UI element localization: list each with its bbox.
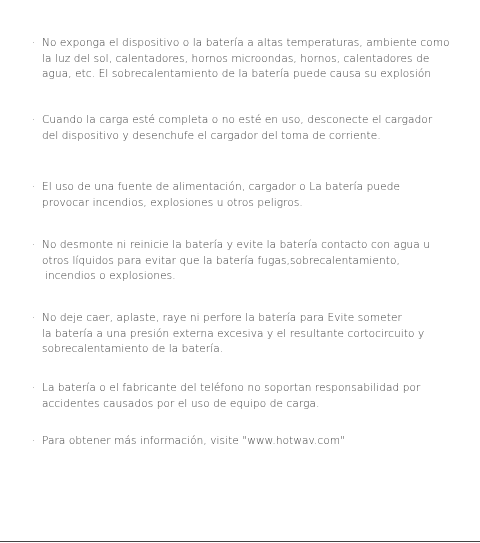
item-line: sobrecalentamiento de la batería. (42, 343, 224, 355)
safety-item-more-info (32, 434, 452, 450)
safety-item-unplug-charger (32, 113, 452, 144)
item-line: del dispositivo y desenchufe el cargador del toma de corriente. (42, 129, 381, 142)
bullet-mark: · (32, 114, 36, 126)
item-line: la batería a una presión externa excesiva y el resultante cortocircuito y (42, 327, 425, 340)
safety-item-power-source (32, 180, 452, 211)
item-line: Para obtener más información, visite "www.hotwav.com" (42, 435, 346, 447)
safety-item-heat (32, 36, 452, 83)
safety-item-physical-damage (32, 311, 452, 358)
item-line: provocar incendios, explosiones u otros peligros. (42, 196, 303, 209)
item-line: No deje caer, aplaste, raye ni perfore la batería para Evite someter (42, 312, 402, 324)
bullet-mark: · (32, 312, 36, 324)
safety-item-liability (32, 381, 452, 412)
bullet-mark: · (32, 181, 36, 193)
item-line: otros líquidos para evitar que la batería fugas,sobrecalentamiento, (42, 254, 400, 267)
item-line: la luz del sol, calentadores, hornos microondas, hornos, calentadores de (42, 52, 430, 65)
item-line: Cuando la carga esté completa o no esté en uso, desconecte el cargador (42, 114, 433, 126)
bullet-mark: · (32, 239, 36, 251)
bullet-mark: · (32, 435, 36, 447)
item-line: agua, etc. El sobrecalentamiento de la batería puede causa su explosión (42, 68, 432, 80)
safety-item-disassembly (32, 238, 452, 285)
item-line: accidentes causados por el uso de equipo de carga. (42, 397, 320, 410)
item-line: No exponga el dispositivo o la batería a altas temperaturas, ambiente como (42, 37, 450, 49)
bullet-mark: · (32, 382, 36, 394)
item-line: incendios o explosiones. (45, 270, 176, 282)
item-line: El uso de una fuente de alimentación, cargador o La batería puede (42, 181, 401, 193)
bottom-divider (0, 541, 480, 542)
bullet-mark: · (32, 37, 36, 49)
item-line: No desmonte ni reinicie la batería y evite la batería contacto con agua u (42, 239, 431, 251)
item-line: La batería o el fabricante del teléfono no soportan responsabilidad por (42, 382, 421, 394)
